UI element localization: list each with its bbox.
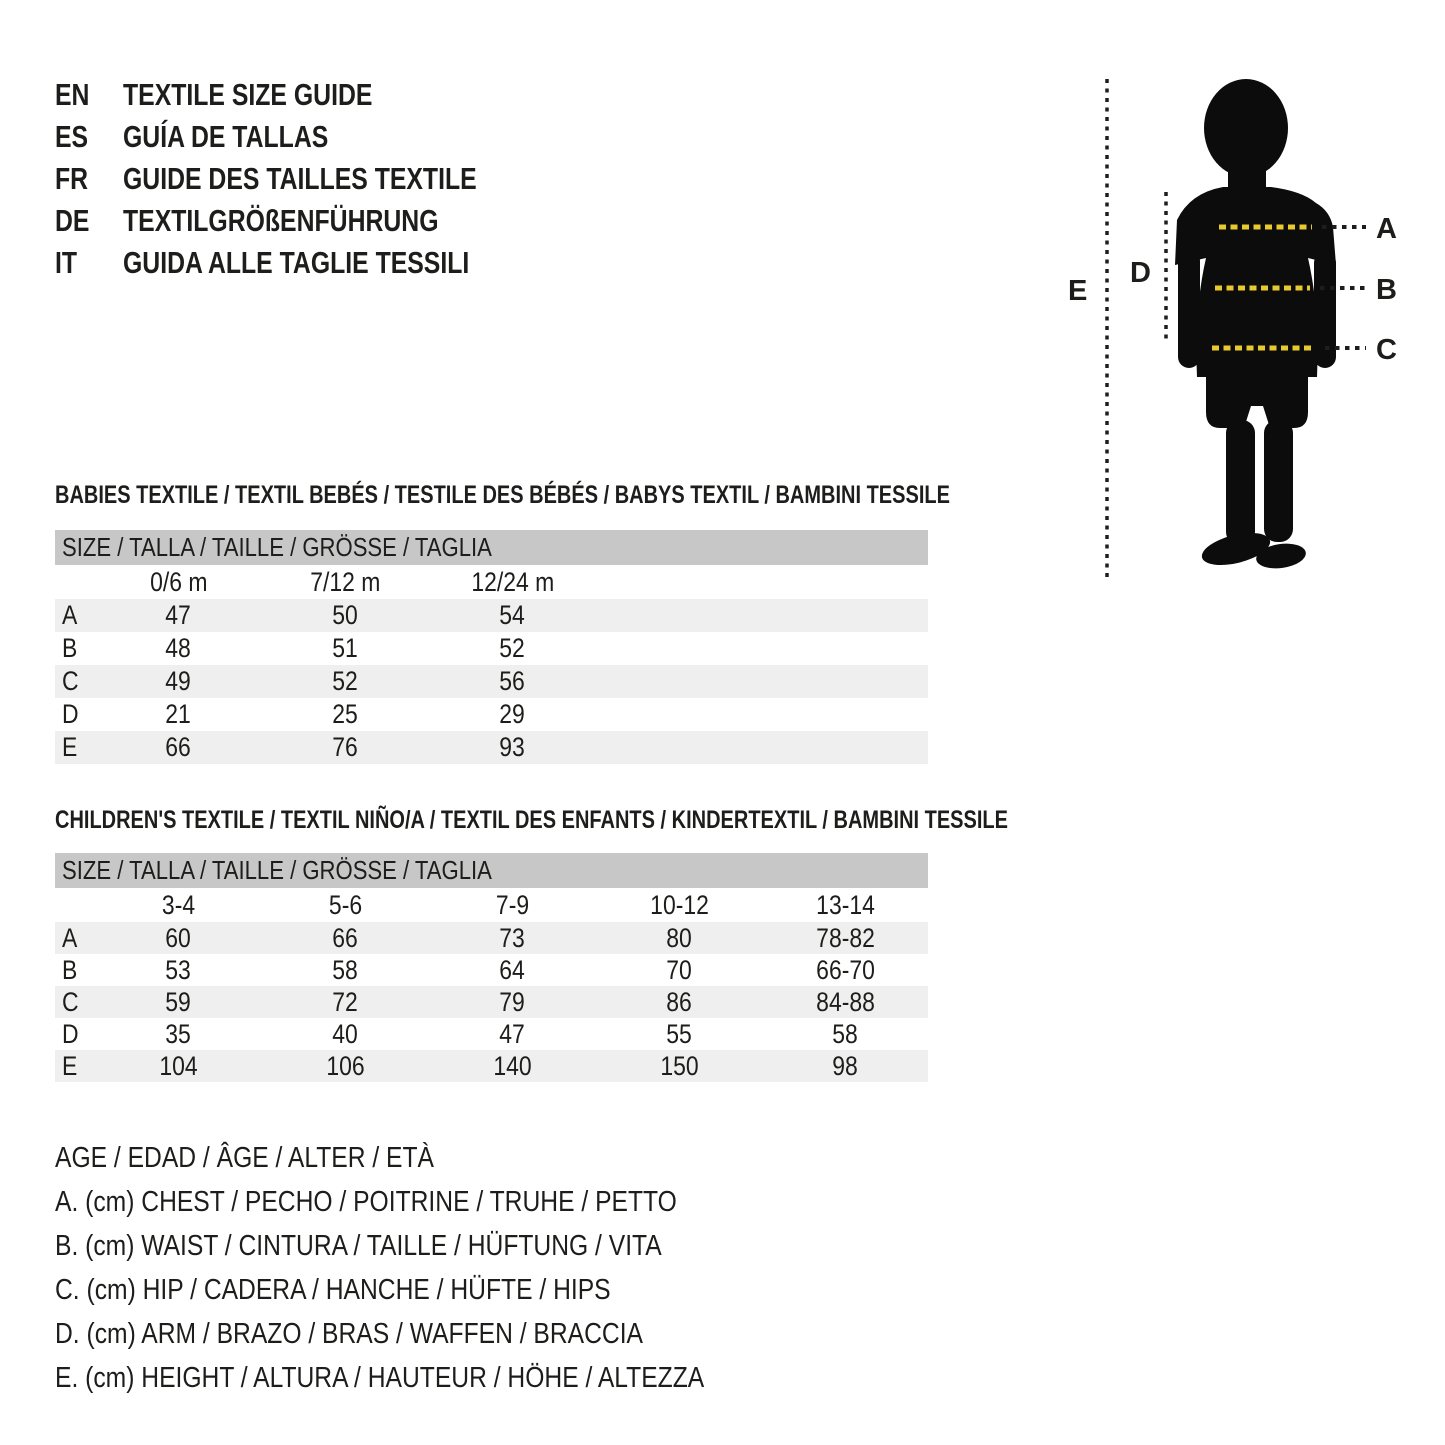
legend-text: C. (cm) HIP / CADERA / HANCHE / HÜFTE / HIPS: [55, 1273, 611, 1306]
children-table-row-a: [55, 922, 928, 954]
table-cell: [95, 987, 262, 1018]
title-line-fr: [55, 158, 565, 200]
title-text-fr: GUIDE DES TAILLES TEXTILE: [123, 161, 477, 196]
babies-col-2: 12/24 m: [471, 566, 554, 597]
table-cell: [429, 987, 596, 1018]
lang-code-de-text: DE: [55, 203, 90, 238]
cell-value: 52: [332, 666, 359, 696]
figure-label-c: C: [1376, 334, 1397, 366]
cell-value: 66: [332, 922, 359, 953]
cell-value: 54: [499, 600, 526, 630]
cell-value: 80: [666, 922, 693, 953]
cell-value: 25: [332, 699, 359, 729]
title-line-it: [55, 242, 565, 284]
row-label: [55, 732, 95, 763]
legend-line-waist: [55, 1224, 819, 1268]
table-cell: [262, 633, 429, 664]
table-cell: [596, 955, 763, 986]
table-cell: [95, 633, 262, 664]
table-cell: [429, 1051, 596, 1082]
table-cell: [95, 955, 262, 986]
cell-value: 40: [332, 1018, 359, 1049]
children-section-title: [55, 805, 1246, 835]
cell-value: 104: [159, 1050, 198, 1081]
cell-value: 56: [499, 666, 526, 696]
children-size-table: [55, 853, 928, 1082]
table-cell: [95, 1019, 262, 1050]
legend-text: AGE / EDAD / ÂGE / ALTER / ETÀ: [55, 1141, 434, 1174]
row-label-text: B: [62, 954, 78, 985]
legend-line-chest: [55, 1180, 819, 1224]
table-cell: [429, 600, 596, 631]
legend-text: E. (cm) HEIGHT / ALTURA / HAUTEUR / HÖHE / ALTEZZA: [55, 1361, 705, 1394]
legend-text: B. (cm) WAIST / CINTURA / TAILLE / HÜFTUNG / VITA: [55, 1229, 662, 1262]
table-cell: [262, 923, 429, 954]
row-label-text: A: [62, 600, 78, 630]
table-cell: [596, 923, 763, 954]
row-label-text: B: [62, 633, 78, 663]
children-column-header-row: [55, 888, 928, 922]
figure-label-e: E: [1068, 275, 1088, 307]
cell-value: 64: [499, 954, 526, 985]
babies-table-header-text: SIZE / TALLA / TAILLE / GRÖSSE / TAGLIA: [62, 532, 492, 562]
babies-table-row-a: [55, 599, 928, 632]
lang-code-en: [55, 77, 123, 113]
table-cell: [262, 1019, 429, 1050]
cell-value: 29: [499, 699, 526, 729]
children-table-header-bar: [55, 853, 928, 888]
lang-code-es-text: ES: [55, 119, 89, 154]
title-line-de: [55, 200, 565, 242]
legend-line-age: [55, 1136, 819, 1180]
row-label: [55, 923, 95, 954]
table-cell: [95, 699, 262, 730]
cell-value: 98: [832, 1050, 859, 1081]
legend-text: A. (cm) CHEST / PECHO / POITRINE / TRUHE / PETTO: [55, 1185, 677, 1218]
table-cell: [763, 1019, 928, 1050]
table-cell: [262, 600, 429, 631]
babies-table-row-d: [55, 698, 928, 731]
cell-value: 76: [332, 732, 359, 762]
table-cell: [429, 633, 596, 664]
table-cell: [95, 1051, 262, 1082]
babies-table-row-c: [55, 665, 928, 698]
cell-value: 78-82: [816, 922, 875, 953]
cell-value: 50: [332, 600, 359, 630]
figure-label-d: D: [1130, 257, 1151, 289]
cell-value: 66: [165, 732, 192, 762]
cell-value: 93: [499, 732, 526, 762]
table-cell: [429, 732, 596, 763]
table-cell: [95, 923, 262, 954]
table-cell: [262, 1051, 429, 1082]
figure-label-b: B: [1376, 274, 1397, 306]
babies-size-table: [55, 530, 928, 764]
cell-value: 49: [165, 666, 192, 696]
row-label-text: E: [62, 1050, 78, 1081]
measurement-figure-svg: [1040, 60, 1445, 600]
table-cell: [763, 987, 928, 1018]
title-line-en: [55, 74, 565, 116]
children-column-header: [95, 890, 262, 921]
babies-col-0: 0/6 m: [149, 566, 208, 597]
table-cell: [262, 955, 429, 986]
cell-value: 73: [499, 922, 526, 953]
table-cell: [95, 600, 262, 631]
cell-value: 58: [832, 1018, 859, 1049]
children-col-4: 13-14: [816, 889, 875, 920]
babies-column-header: [262, 567, 429, 598]
cell-value: 70: [666, 954, 693, 985]
table-cell: [95, 732, 262, 763]
row-label: [55, 666, 95, 697]
table-cell: [429, 1019, 596, 1050]
children-table-row-e: [55, 1050, 928, 1082]
babies-table-row-e: [55, 731, 928, 764]
row-label: [55, 600, 95, 631]
lang-code-it-text: IT: [55, 245, 78, 280]
cell-value: 84-88: [816, 986, 875, 1017]
measurement-legend: [55, 1136, 819, 1400]
children-table-row-b: [55, 954, 928, 986]
cell-value: 60: [165, 922, 192, 953]
row-label-text: C: [62, 986, 79, 1017]
row-label-text: E: [62, 732, 78, 762]
children-col-0: 3-4: [161, 889, 196, 920]
child-silhouette: [1175, 79, 1336, 571]
title-text-en: TEXTILE SIZE GUIDE: [123, 77, 373, 112]
children-table-header-text: SIZE / TALLA / TAILLE / GRÖSSE / TAGLIA: [62, 855, 492, 885]
figure-label-a: A: [1376, 213, 1397, 245]
row-label: [55, 1051, 95, 1082]
table-cell: [95, 666, 262, 697]
children-column-header: [763, 890, 928, 921]
children-section-title-text: CHILDREN'S TEXTILE / TEXTIL NIÑO/A / TEXTIL DES ENFANTS / KINDERTEXTIL / BAMBINI TESSILE: [55, 805, 1008, 834]
cell-value: 52: [499, 633, 526, 663]
legend-text: D. (cm) ARM / BRAZO / BRAS / WAFFEN / BRACCIA: [55, 1317, 644, 1350]
table-cell: [596, 1019, 763, 1050]
lang-code-fr: [55, 161, 123, 197]
table-cell: [262, 666, 429, 697]
children-column-header: [429, 890, 596, 921]
children-table-row-c: [55, 986, 928, 1018]
row-label: [55, 699, 95, 730]
row-label-text: D: [62, 699, 79, 729]
babies-section-title-text: BABIES TEXTILE / TEXTIL BEBÉS / TESTILE DES BÉBÉS / BABYS TEXTIL / BAMBINI TESSILE: [55, 480, 950, 509]
row-label: [55, 1019, 95, 1050]
babies-column-header: [429, 567, 596, 598]
table-cell: [429, 666, 596, 697]
table-cell: [596, 987, 763, 1018]
title-text-es: GUÍA DE TALLAS: [123, 119, 329, 154]
children-column-header: [596, 890, 763, 921]
cell-value: 72: [332, 986, 359, 1017]
lang-code-fr-text: FR: [55, 161, 89, 196]
table-cell: [596, 1051, 763, 1082]
lang-code-en-text: EN: [55, 77, 90, 112]
legend-line-arm: [55, 1312, 819, 1356]
table-cell: [262, 987, 429, 1018]
cell-value: 48: [165, 633, 192, 663]
cell-value: 21: [165, 699, 192, 729]
babies-col-1: 7/12 m: [310, 566, 381, 597]
lang-code-es: [55, 119, 123, 155]
children-column-header: [262, 890, 429, 921]
lang-code-de: [55, 203, 123, 239]
title-block: [55, 74, 565, 284]
cell-value: 86: [666, 986, 693, 1017]
babies-column-header-row: [55, 565, 928, 599]
table-cell: [429, 699, 596, 730]
table-cell: [763, 1051, 928, 1082]
cell-value: 66-70: [816, 954, 875, 985]
table-cell: [262, 732, 429, 763]
cell-value: 140: [493, 1050, 532, 1081]
children-table-row-d: [55, 1018, 928, 1050]
title-text-de: TEXTILGRÖßENFÜHRUNG: [123, 203, 439, 238]
babies-section-title: [55, 480, 1174, 510]
title-text-it: GUIDA ALLE TAGLIE TESSILI: [123, 245, 470, 280]
row-label-text: D: [62, 1018, 79, 1049]
row-label-text: C: [62, 666, 79, 696]
cell-value: 53: [165, 954, 192, 985]
row-label-text: A: [62, 922, 78, 953]
cell-value: 35: [165, 1018, 192, 1049]
row-label: [55, 987, 95, 1018]
cell-value: 55: [666, 1018, 693, 1049]
cell-value: 150: [660, 1050, 699, 1081]
legend-line-hip: [55, 1268, 819, 1312]
table-cell: [262, 699, 429, 730]
title-line-es: [55, 116, 565, 158]
babies-column-header: [95, 567, 262, 598]
cell-value: 47: [499, 1018, 526, 1049]
cell-value: 47: [165, 600, 192, 630]
babies-table-row-b: [55, 632, 928, 665]
table-cell: [429, 923, 596, 954]
cell-value: 59: [165, 986, 192, 1017]
lang-code-it: [55, 245, 123, 281]
table-cell: [429, 955, 596, 986]
row-label: [55, 955, 95, 986]
cell-value: 51: [332, 633, 359, 663]
legend-line-height: [55, 1356, 819, 1400]
children-col-2: 7-9: [495, 889, 530, 920]
children-col-3: 10-12: [650, 889, 709, 920]
cell-value: 58: [332, 954, 359, 985]
table-cell: [763, 955, 928, 986]
babies-table-header-bar: [55, 530, 928, 565]
children-col-1: 5-6: [328, 889, 363, 920]
cell-value: 79: [499, 986, 526, 1017]
measurement-figure: [1040, 60, 1445, 600]
cell-value: 106: [326, 1050, 365, 1081]
row-label: [55, 633, 95, 664]
table-cell: [763, 923, 928, 954]
